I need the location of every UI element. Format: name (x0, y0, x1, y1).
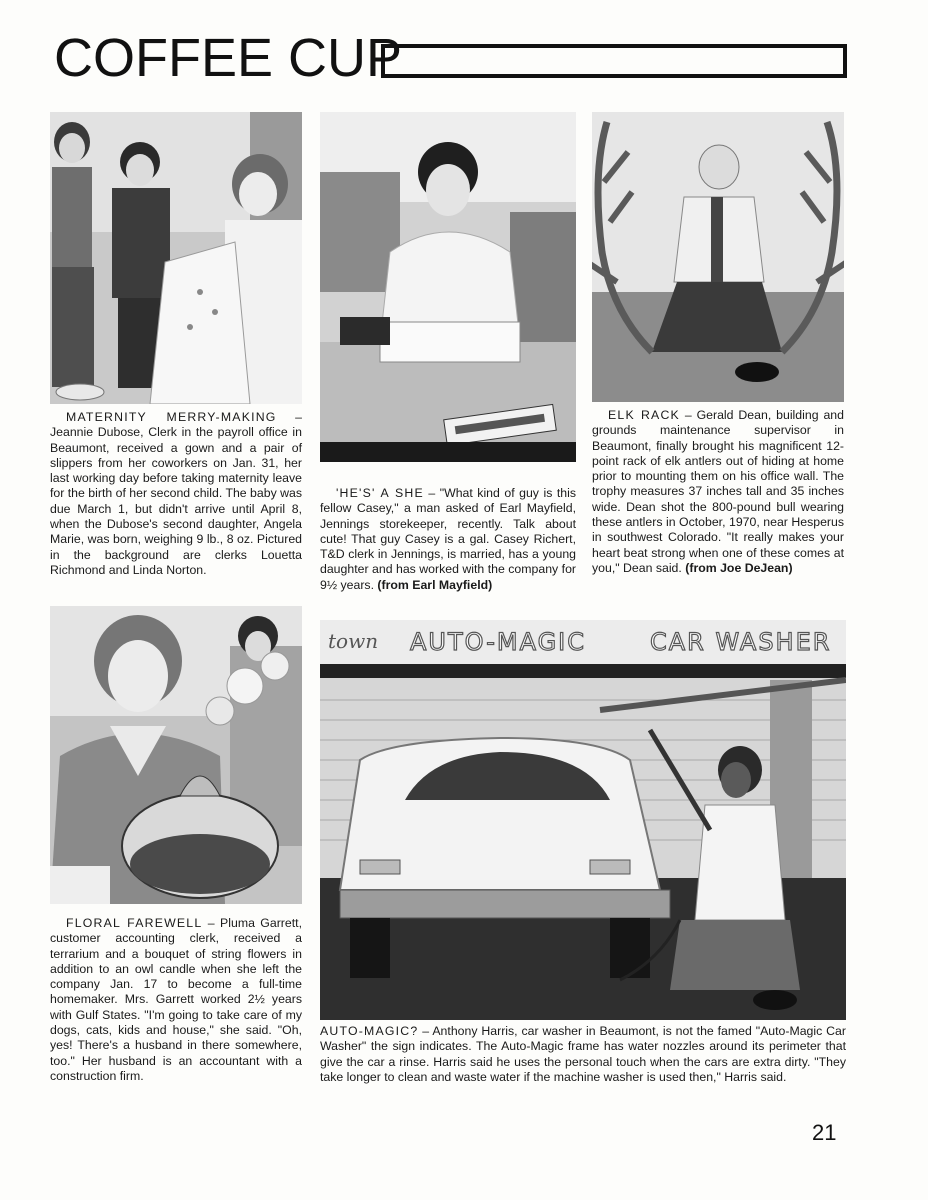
photo-maternity-merry-making (50, 112, 302, 404)
sign-car-washer-text: CAR WASHER (650, 628, 832, 656)
credit-hes-a-she: (from Earl Mayfield) (377, 577, 493, 592)
caption-floral-farewell (50, 916, 302, 1084)
headline-floral: FLORAL FAREWELL (66, 916, 203, 930)
page-title: COFFEE CUP (54, 28, 403, 88)
headline-automagic: AUTO-MAGIC? (320, 1024, 419, 1038)
headline-elk-rack: ELK RACK (608, 408, 680, 422)
headline-maternity: MATERNITY MERRY-MAKING (66, 410, 277, 424)
caption-hes-a-she (320, 486, 576, 593)
caption-elk-rack (592, 408, 844, 576)
sign-auto-magic-text: AUTO-MAGIC (410, 628, 586, 656)
caption-maternity-merry-making (50, 410, 302, 578)
headline-hes-a-she: 'HE'S' A SHE (336, 486, 424, 500)
credit-elk-rack: (from Joe DeJean) (685, 560, 793, 575)
photo-auto-magic-car-washer (320, 620, 846, 1020)
page-number: 21 (812, 1120, 837, 1145)
body-hes-a-she: "What kind of guy is this fellow Casey," a man asked of Earl Mayfield, Jennings storekeeper, recently. Talk about cute! That guy Casey is a gal. Casey Richert, T&D clerk in Jennings, is married, has a young daughter and has worked with the company for 9½ years. (320, 486, 576, 592)
photo-elk-rack (592, 112, 844, 402)
dash: – (202, 916, 221, 930)
dash: – (423, 486, 440, 500)
photo-hes-a-she (320, 112, 576, 462)
body-elk-rack: Gerald Dean, building and grounds maintenance supervisor in Beaumont, finally brought his magnificent 12-point rack of elk antlers out of hiding at home prior to mounting them on his office wall. The trophy measures 37 inches tall and 35 inches wide. Dean shot the 800-pound bull wearing these antlers in October, 1970, near Hesperus in southwest Colorado. "It really makes your heart beat strong when one of these comes at you," Dean said. (592, 408, 844, 575)
sign-script-text: town (328, 629, 379, 653)
body-automagic: Anthony Harris, car washer in Beaumont, is not the famed "Auto-Magic Car Washer" the sign indicates. The Auto-Magic frame has water nozzles around its perimeter that give the car a rinse. Harris said he uses the personal touch when the cars are extra dirty. "They take longer to clean and waste water if the machine washer is used then," Harris said. (320, 1024, 846, 1084)
body-maternity: Jeannie Dubose, Clerk in the payroll office in Beaumont, received a gown and a pair of slippers from her coworkers on Jan. 31, her last working day before taking maternity leave for the birth of her second child. The baby was due March 1, but didn't arrive until April 8, when the Dubose's second daughter, Angela Marie, was born, weighing 9 lb., 8 oz. Pictured in the background are clerks Louetta Richmond and Linda Norton. (50, 425, 303, 577)
body-floral: Pluma Garrett, customer accounting clerk, received a terrarium and a bouquet of string flowers in addition to an owl candle when she left the company Jan. 17 to become a full-time homemaker. Mrs. Garrett worked 2½ years with Gulf States. "I'm going to take care of my dogs, cats, kids and house," she said. "Oh, yes! There's a husband in there somewhere, too." Her husband is an accountant with a construction firm. (50, 916, 302, 1083)
caption-auto-magic (320, 1024, 846, 1085)
dash: – (418, 1024, 433, 1038)
title-rule-box (381, 44, 847, 78)
photo-floral-farewell (50, 606, 302, 904)
dash: – (276, 410, 302, 424)
dash: – (679, 408, 697, 422)
